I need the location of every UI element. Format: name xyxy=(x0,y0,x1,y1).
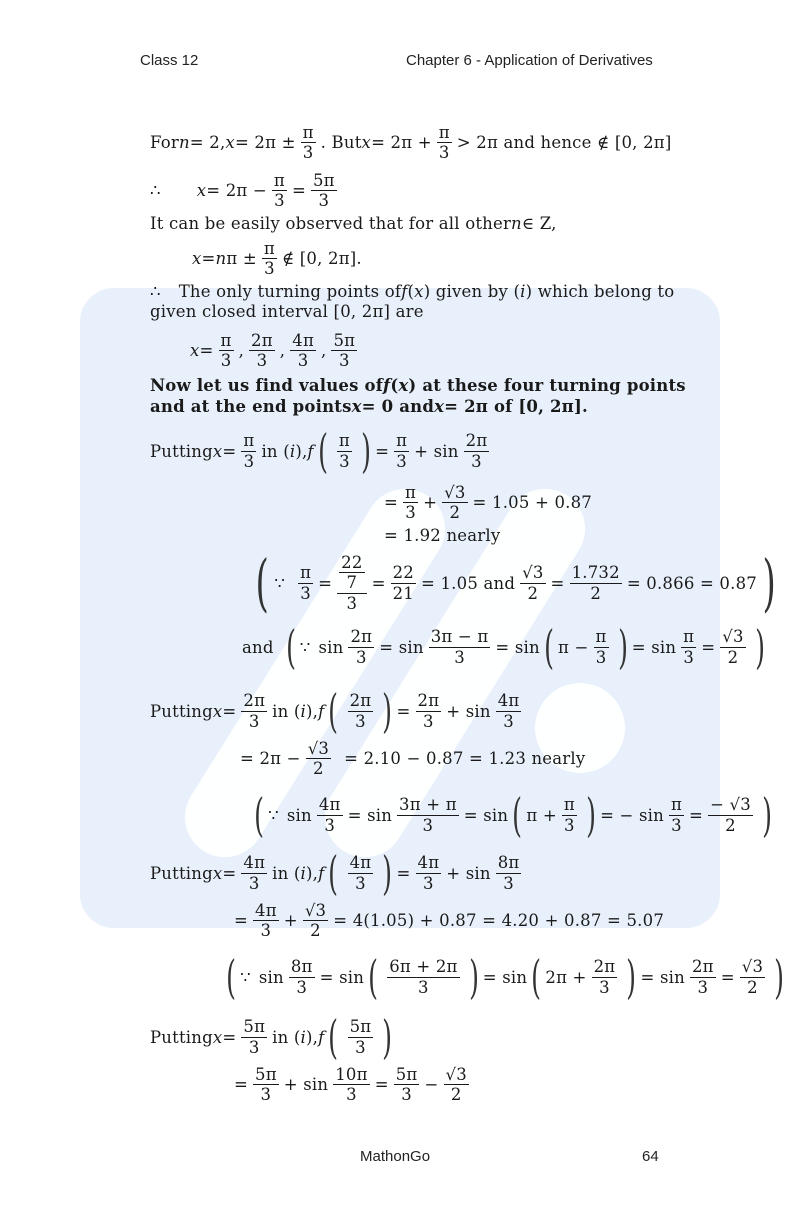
fraction: $\frac{\pi}{3}$ xyxy=(273,171,285,211)
line-npi-notin: x = n π ± $\frac{\pi}{3}$ ∉ [0, 2π]. xyxy=(192,239,362,279)
header-chapter: Chapter 6 - Application of Derivatives xyxy=(406,52,653,69)
heading-find-values-2: and at the end points x = 0 and x = 2π of [0, 2π]. xyxy=(150,397,588,416)
page-number: 64 xyxy=(642,1148,659,1165)
line-therefore-5pi-3: ∴ x = 2π − $\frac{\pi}{3}$ = $\frac{5\pi}{3}$ xyxy=(150,171,335,211)
note-pi-approx: ( ∵ $\frac{\pi}{3}$ = $\frac{\frac{22}{7}}{3}$ = $\frac{22}{21}$ = 1.05 and $\frac{√3}{2}$ = $\frac{1.732}{2}$ = 0.866 = 0.87 ) xyxy=(250,552,781,614)
step-x-5pi-3: Putting x = $\frac{5\pi}{3}$ in ( i ), f ( $\frac{5\pi}{3}$ ) xyxy=(150,1014,397,1060)
fraction: $\frac{\pi}{3}$ xyxy=(438,123,450,163)
footer-brand: MathonGo xyxy=(360,1148,431,1165)
fraction: $\frac{4\pi}{3}$ xyxy=(292,331,314,371)
note-sin-4pi-3: ( ∵ sin $\frac{4\pi}{3}$ = sin $\frac{3\pi + \pi}{3}$ = sin ( π + $\frac{\pi}{3}$ ) = − sin $\frac{\pi}{3}$ = $\frac{- √3}{2}$ ) xyxy=(250,792,776,838)
fraction: $\frac{\pi}{3}$ xyxy=(302,123,314,163)
step-x-4pi-3: Putting x = $\frac{4\pi}{3}$ in ( i ), f ( $\frac{4\pi}{3}$ ) = $\frac{4\pi}{3}$ + sin $\frac{8\pi}{3}$ xyxy=(150,850,526,896)
fraction: $\frac{5\pi}{3}$ xyxy=(312,171,335,211)
fraction: $\frac{2\pi}{3}$ xyxy=(251,331,273,371)
line-turning-points-intro: ∴ The only turning points of f ( x ) given by ( i ) which belong to xyxy=(150,282,675,301)
note-sin-2pi-3: and ( ∵ sin $\frac{2\pi}{3}$ = sin $\frac{3\pi - \pi}{3}$ = sin ( π − $\frac{\pi}{3}$ ) = sin $\frac{\pi}{3}$ = $\frac{√3}{2}$ ) xyxy=(242,624,769,670)
fraction: $\frac{5\pi}{3}$ xyxy=(333,331,356,371)
step-x-pi-3-eval: = $\frac{\pi}{3}$ + $\frac{√3}{2}$ = 1.05 + 0.87 xyxy=(384,483,592,523)
fraction: $\frac{\pi}{3}$ xyxy=(263,239,275,279)
line-n2-case: For n = 2, x = 2π ± $\frac{\pi}{3}$ . But x = 2π + $\frac{\pi}{3}$ > 2π and hence ∉ [0, 2π] xyxy=(150,123,672,163)
line-observation: It can be easily observed that for all other n ∈ Z, xyxy=(150,214,557,233)
note-sin-8pi-3: ( ∵ sin $\frac{8\pi}{3}$ = sin ( $\frac{6\pi + 2\pi}{3}$ ) = sin ( 2π + $\frac{2\pi}{3}$ ) = sin $\frac{2\pi}{3}$ = $\frac{√3}{2}$ ) xyxy=(222,954,788,1000)
line-interval: given closed interval [0, 2π] are xyxy=(150,302,424,321)
step-x-pi-3: Putting x = $\frac{\pi}{3}$ in ( i ), f ( $\frac{\pi}{3}$ ) = $\frac{\pi}{3}$ + sin $\frac{2\pi}{3}$ xyxy=(150,428,494,474)
heading-find-values-1: Now let us find values of f ( x ) at these four turning points xyxy=(150,376,686,395)
header-class: Class 12 xyxy=(140,52,199,69)
step-x-pi-3-result: = 1.92 nearly xyxy=(384,526,501,545)
line-turning-points-list: x = $\frac{\pi}{3}$ , $\frac{2\pi}{3}$ , $\frac{4\pi}{3}$ , $\frac{5\pi}{3}$ xyxy=(190,331,356,371)
step-x-2pi-3-eval: = 2π − $\frac{√3}{2}$ = 2.10 − 0.87 = 1.23 nearly xyxy=(240,739,586,779)
step-x-2pi-3: Putting x = $\frac{2\pi}{3}$ in ( i ), f ( $\frac{2\pi}{3}$ ) = $\frac{2\pi}{3}$ + sin $\frac{4\pi}{3}$ xyxy=(150,688,526,734)
fraction: $\frac{\pi}{3}$ xyxy=(220,331,232,371)
step-x-5pi-3-eval: = $\frac{5\pi}{3}$ + sin $\frac{10\pi}{3}$ = $\frac{5\pi}{3}$ − $\frac{√3}{2}$ xyxy=(234,1065,467,1105)
step-x-4pi-3-eval: = $\frac{4\pi}{3}$ + $\frac{√3}{2}$ = 4(1.05) + 0.87 = 4.20 + 0.87 = 5.07 xyxy=(234,901,665,941)
